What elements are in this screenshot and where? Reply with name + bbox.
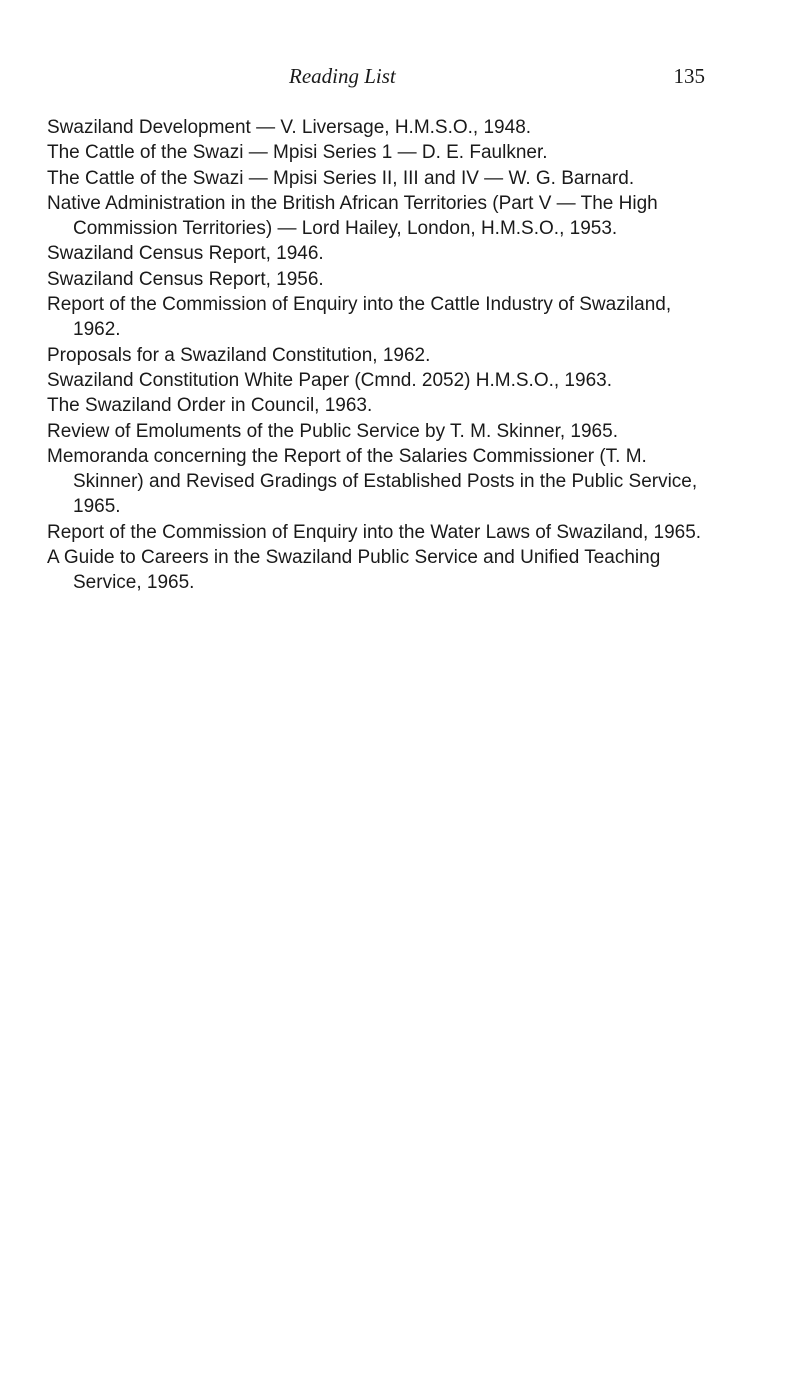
list-item: Review of Emoluments of the Public Service by T. M. Skinner, 1965. [47, 420, 618, 442]
list-item: Memoranda concerning the Report of the Salaries Commissioner (T. M. Skinner) and Revised Gradings of Established Posts in the Public Service, 1965. [47, 445, 698, 518]
list-item: The Cattle of the Swazi — Mpisi Series II, III and IV — W. G. Barnard. [47, 167, 635, 189]
list-item: The Swaziland Order in Council, 1963. [47, 395, 373, 417]
page-number: 135 [673, 64, 705, 88]
list-item: Report of the Commission of Enquiry into the Water Laws of Swaziland, 1965. [47, 521, 702, 543]
list-item: Proposals for a Swaziland Constitution, 1962. [47, 344, 431, 366]
list-item: Native Administration in the British African Territories (Part V — The High Commission Territories) — Lord Hailey, London, H.M.S.O., 1953. [47, 192, 658, 240]
list-item: Report of the Commission of Enquiry into the Cattle Industry of Swaziland, 1962. [47, 294, 672, 341]
list-item: Swaziland Census Report, 1956. [47, 268, 324, 290]
list-item: A Guide to Careers in the Swaziland Public Service and Unified Teaching Service, 1965. [47, 547, 661, 594]
list-item: Swaziland Census Report, 1946. [47, 243, 324, 265]
list-item: Swaziland Development — V. Liversage, H.M.S.O., 1948. [47, 117, 532, 138]
running-title: Reading List [289, 64, 396, 88]
list-item: The Cattle of the Swazi — Mpisi Series 1 — D. E. Faulkner. [47, 142, 548, 164]
running-header [0, 64, 801, 94]
reading-list [47, 115, 717, 596]
list-item: Swaziland Constitution White Paper (Cmnd. 2052) H.M.S.O., 1963. [47, 369, 612, 391]
